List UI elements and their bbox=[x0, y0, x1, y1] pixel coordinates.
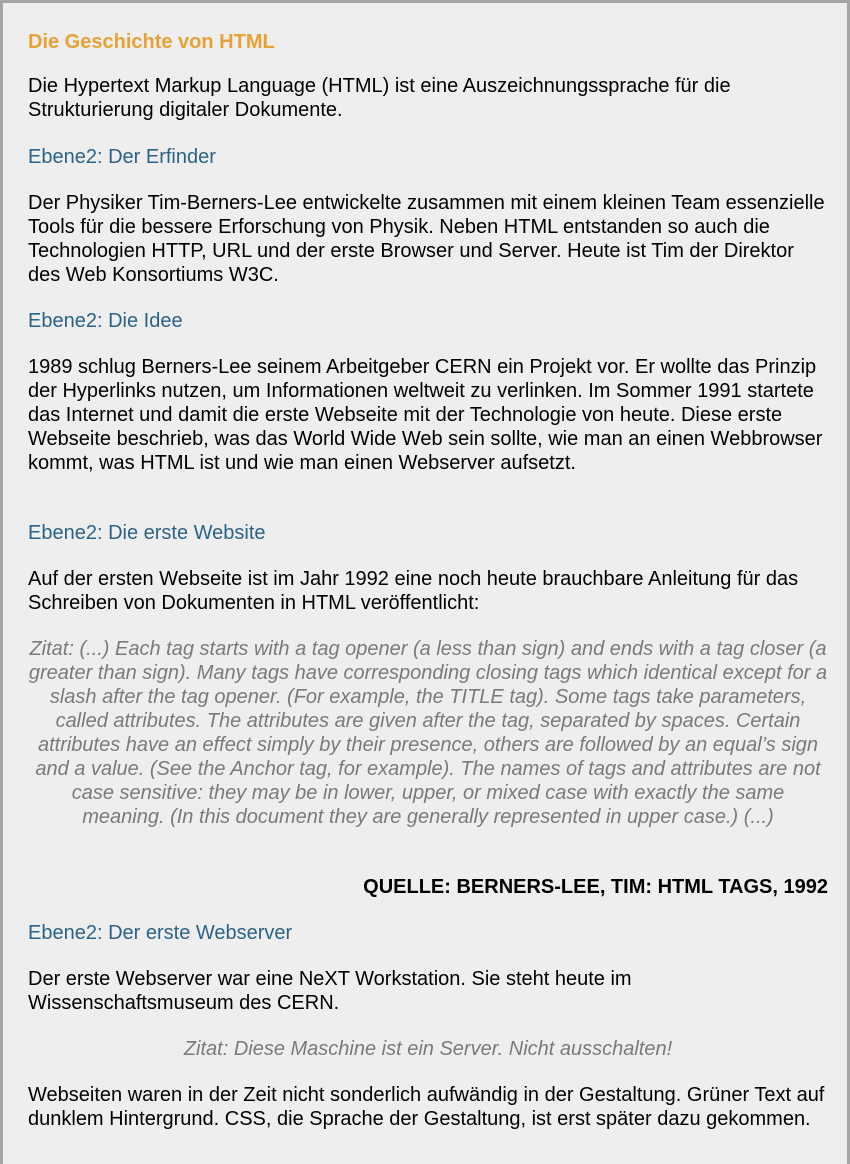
section-heading-first-website: Ebene2: Die erste Website bbox=[28, 522, 266, 544]
quote-server: Zitat: Diese Maschine ist ein Server. Nicht ausschalten! bbox=[183, 1038, 673, 1060]
section-text-design: Webseiten waren in der Zeit nicht sonderlich aufwändig in der Gestaltung. Grüner Text auf dunklem Hintergrund. CSS, die Sprache der Gestaltung, ist erst später dazu gekommen. bbox=[28, 1084, 825, 1130]
section-heading-first-webserver: Ebene2: Der erste Webserver bbox=[28, 922, 293, 944]
section-heading-inventor: Ebene2: Der Erfinder bbox=[28, 146, 216, 168]
section-text-first-webserver: Der erste Webserver war eine NeXT Workstation. Sie steht heute im Wissenschaftsmuseum des CERN. bbox=[28, 968, 632, 1014]
section-text-first-website: Auf der ersten Webseite ist im Jahr 1992 eine noch heute brauchbare Anleitung für das Schreiben von Dokumenten in HTML veröffentlicht: bbox=[28, 568, 799, 614]
intro-paragraph: Die Hypertext Markup Language (HTML) ist eine Auszeichnungssprache für die Strukturierung digitaler Dokumente. bbox=[28, 75, 731, 121]
section-text-idea: 1989 schlug Berners-Lee seinem Arbeitgeber CERN ein Projekt vor. Er wollte das Prinzip der Hyperlinks nutzen, um Informationen weltweit zu verlinken. Im Sommer 1991 startete das Internet und damit die erste Webseite mit der Technologie von heute. Diese erste Webseite beschrieb, was das World Wide Web sein sollte, wie man an einen Webbrowser kommt, was HTML ist und wie man einen Webserver aufsetzt. bbox=[28, 356, 823, 474]
section-text-inventor: Der Physiker Tim-Berners-Lee entwickelte zusammen mit einem kleinen Team essenzielle Tools für die bessere Erforschung von Physik. Neben HTML entstanden so auch die Technologien HTTP, URL und der erste Browser und Server. Heute ist Tim der Direktor des Web Konsortiums W3C. bbox=[28, 192, 825, 286]
quote-html-tags: Zitat: (...) Each tag starts with a tag opener (a less than sign) and ends with a tag closer (a greater than sign). Many tags have corresponding closing tags which identical except for a slash after the tag opener. (For example, the TITLE tag). Some tags take parameters, called attributes. The attributes are given after the tag, separated by spaces. Certain attributes have an effect simply by their presence, others are followed by an equal’s sign and a value. (See the Anchor tag, for example). The names of tags and attributes are not case sensitive: they may be in lower, upper, or mixed case with exactly the same meaning. (In this document they are generally represented in upper case.) (...) bbox=[28, 638, 828, 828]
section-heading-idea: Ebene2: Die Idee bbox=[28, 310, 183, 332]
quote-source: QUELLE: BERNERS-LEE, TIM: HTML TAGS, 1992 bbox=[363, 876, 828, 898]
page-title: Die Geschichte von HTML bbox=[28, 31, 275, 53]
